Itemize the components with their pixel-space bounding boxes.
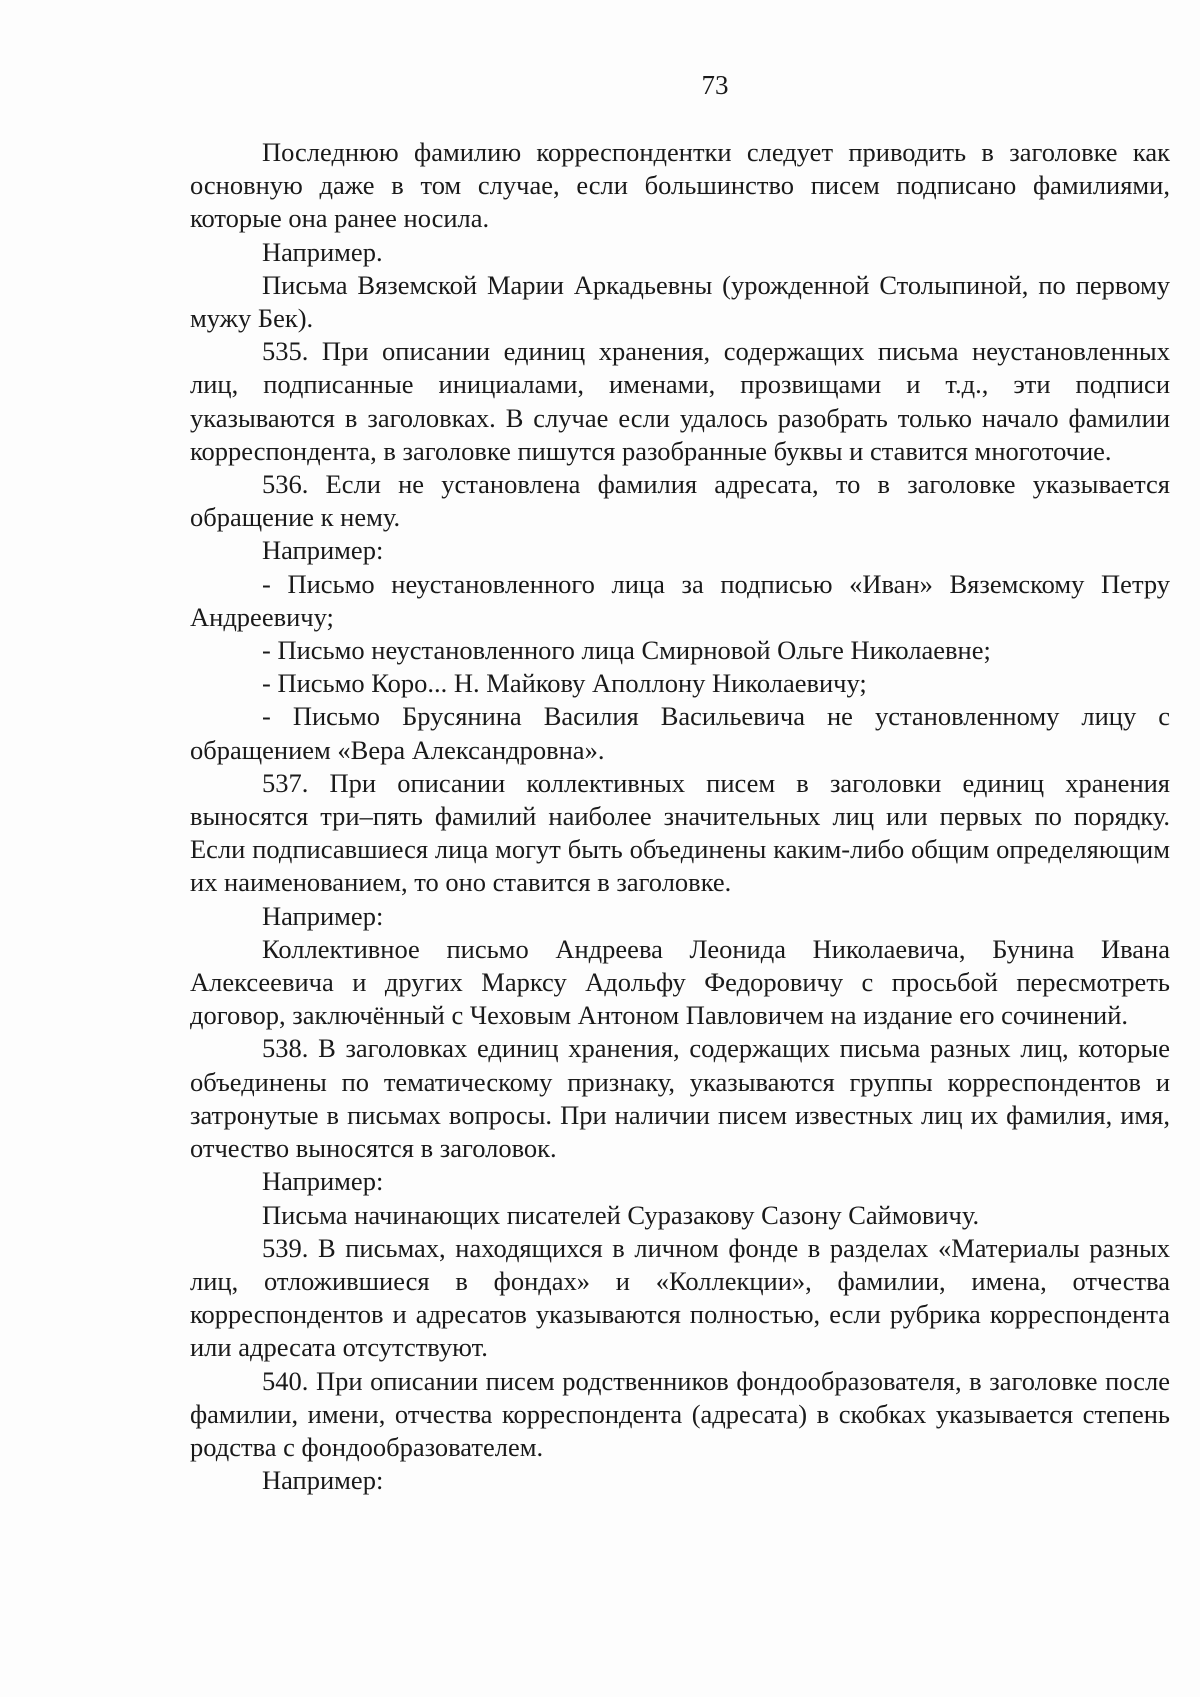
paragraph: 540. При описании писем родственников фондообразователя, в заголовке после фамилии, имени, отчества корреспондента (адресата) в скобках указывается степень родства с фондообразователем. [190, 1365, 1170, 1462]
paragraph: - Письмо неустановленного лица за подписью «Иван» Вяземскому Петру Андреевичу; [190, 568, 1170, 632]
paragraph: 538. В заголовках единиц хранения, содержащих письма разных лиц, которые объединены по тематическому признаку, указываются группы корреспондентов и затронутые в письмах вопросы. При наличии писем известных лиц их фамилия, имя, отчество выносятся в заголовок. [190, 1033, 1170, 1164]
paragraph: - Письмо неустановленного лица Смирновой Ольге Николаевне; [262, 635, 991, 666]
paragraph: 537. При описании коллективных писем в заголовки единиц хранения выносятся три–пять фамилий наиболее значительных лиц или первых по порядку. Если подписавшиеся лица могут быть объединены каким-либо общим определяющим их наименованием, то оно ставится в заголовке. [190, 767, 1170, 898]
page-number: 73 [701, 70, 729, 100]
paragraph: Например: [262, 900, 384, 931]
paragraph: Например. [262, 236, 383, 267]
paragraph: 535. При описании единиц хранения, содержащих письма неустановленных лиц, подписанные инициалами, именами, прозвищами и т.д., эти подписи указываются в заголовках. В случае если удалось разобрать только начало фамилии корреспондента, в заголовке пишутся разобранные буквы и ставится многоточие. [190, 336, 1170, 466]
paragraph: Последнюю фамилию корреспондентки следует приводить в заголовке как основную даже в том случае, если большинство писем подписано фамилиями, которые она ранее носила. [190, 137, 1170, 234]
paragraph: Например: [262, 535, 384, 566]
paragraph: Коллективное письмо Андреева Леонида Николаевича, Бунина Ивана Алексеевича и других Марксу Адольфу Федоровичу с просьбой пересмотреть договор, заключённый с Чеховым Антоном Павловичем на издание его сочинений. [190, 933, 1170, 1031]
paragraph: 539. В письмах, находящихся в личном фонде в разделах «Материалы разных лиц, отложившиеся в фондах» и «Коллекции», фамилии, имена, отчества корреспондентов и адресатов указываются полностью, если рубрика корреспондента или адресата отсутствуют. [190, 1232, 1170, 1363]
paragraph: 536. Если не установлена фамилия адресата, то в заголовке указывается обращение к нему. [190, 469, 1170, 533]
paragraph: - Письмо Брусянина Василия Васильевича не установленному лицу с обращением «Вера Александровна». [190, 701, 1170, 765]
paragraph: Например: [262, 1465, 384, 1496]
paragraph: Письма Вяземской Марии Аркадьевны (урожденной Столыпиной, по первому мужу Бек). [190, 269, 1170, 334]
paragraph: Письма начинающих писателей Суразакову Сазону Саймовичу. [262, 1199, 980, 1230]
document-body [190, 136, 1170, 1497]
paragraph: - Письмо Коро... Н. Майкову Аполлону Николаевичу; [262, 668, 867, 699]
paragraph: Например: [262, 1166, 384, 1197]
